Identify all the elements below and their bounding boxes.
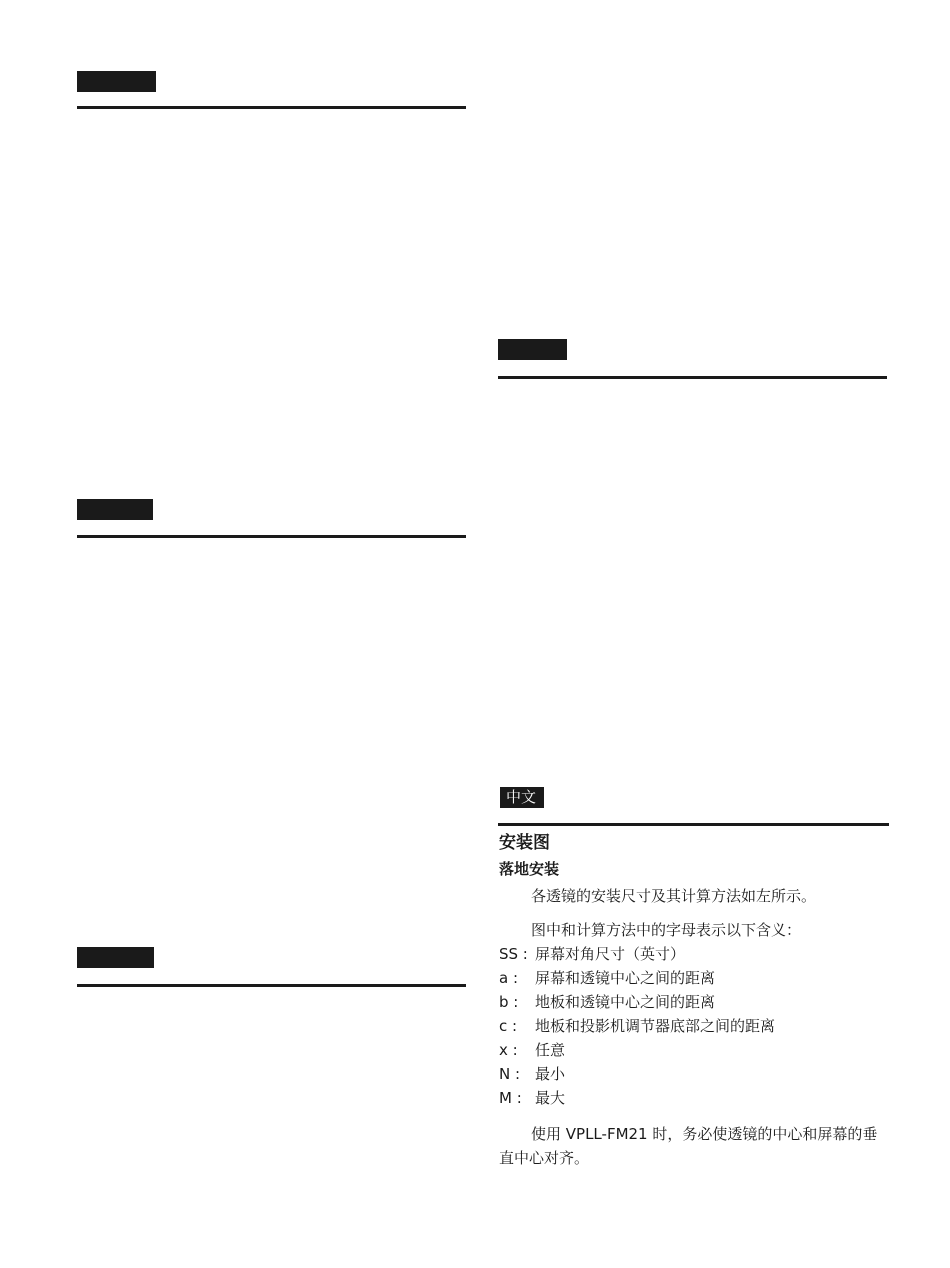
legend-item xyxy=(499,1014,889,1038)
legend-key: M : xyxy=(499,1089,522,1107)
legend-item xyxy=(499,1038,889,1062)
chinese-section xyxy=(499,830,889,1185)
legend-item xyxy=(499,966,889,990)
legend-key: b : xyxy=(499,993,519,1011)
section-rule-right-1 xyxy=(498,376,887,379)
section-rule-left-3 xyxy=(77,984,466,987)
legend-desc: 任意 xyxy=(535,1041,566,1059)
legend-key: a : xyxy=(499,969,519,987)
legend-key: c : xyxy=(499,1017,518,1035)
language-tag-left-3 xyxy=(77,947,154,968)
legend-intro: 图中和计算方法中的字母表示以下含义： xyxy=(531,921,802,939)
legend-item xyxy=(499,1062,889,1086)
language-tag-chinese: 中文 xyxy=(500,787,544,808)
legend-desc: 地板和投影机调节器底部之间的距离 xyxy=(535,1017,776,1035)
language-tag-right-1 xyxy=(498,339,567,360)
legend-item xyxy=(499,942,889,966)
section-subtitle: 落地安装 xyxy=(499,860,560,878)
section-title: 安装图 xyxy=(499,833,550,853)
legend-desc: 最小 xyxy=(535,1065,566,1083)
section-rule-chinese xyxy=(498,823,889,826)
legend-item xyxy=(499,990,889,1014)
legend-item xyxy=(499,1086,889,1110)
legend-desc: 屏幕对角尺寸（英寸） xyxy=(535,945,686,963)
section-rule-left-1 xyxy=(77,106,466,109)
legend-key: x : xyxy=(499,1041,518,1059)
legend-key: N : xyxy=(499,1065,521,1083)
language-tag-left-2 xyxy=(77,499,153,520)
legend-key: SS : xyxy=(499,945,528,963)
language-tag-left-1 xyxy=(77,71,156,92)
section-rule-left-2 xyxy=(77,535,466,538)
legend-desc: 屏幕和透镜中心之间的距离 xyxy=(535,969,716,987)
legend-desc: 地板和透镜中心之间的距离 xyxy=(535,993,716,1011)
alignment-note: 使用 VPLL-FM21 时，务必使透镜的中心和屏幕的垂直中心对齐。 xyxy=(499,1125,878,1167)
legend-list xyxy=(499,942,889,1110)
intro-paragraph: 各透镜的安装尺寸及其计算方法如左所示。 xyxy=(531,887,817,905)
legend-desc: 最大 xyxy=(535,1089,566,1107)
